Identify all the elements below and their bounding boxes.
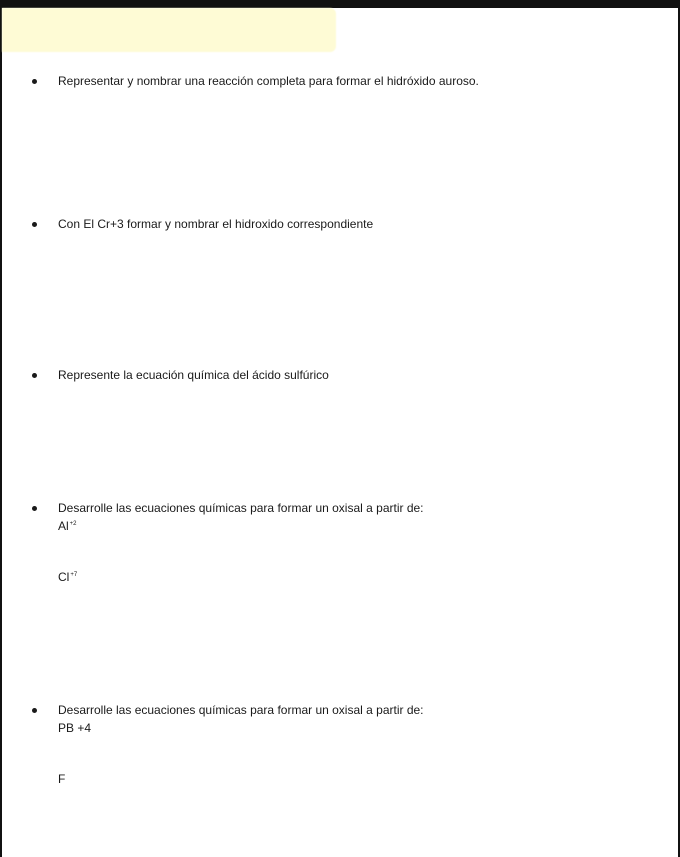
element-symbol: F bbox=[58, 772, 66, 786]
element-charge: +2 bbox=[69, 521, 77, 527]
item-text: Desarrolle las ecuaciones químicas para formar un oxisal a partir de: bbox=[58, 501, 424, 515]
element-symbol: Cl bbox=[58, 570, 70, 584]
bullet-icon bbox=[32, 373, 37, 378]
item-text: Represente la ecuación química del ácido sulfúrico bbox=[58, 368, 329, 382]
bullet-icon bbox=[32, 79, 37, 84]
header-highlight bbox=[2, 8, 336, 52]
element-charge: +7 bbox=[70, 572, 78, 578]
document-page bbox=[2, 8, 678, 857]
element-label bbox=[58, 568, 77, 585]
element-symbol: Al bbox=[58, 519, 69, 533]
bullet-icon bbox=[32, 222, 37, 227]
item-text: Desarrolle las ecuaciones químicas para formar un oxisal a partir de: bbox=[58, 703, 424, 717]
element-label bbox=[58, 772, 65, 787]
bullet-icon bbox=[32, 708, 37, 713]
element-label bbox=[58, 721, 91, 736]
element-symbol: PB +4 bbox=[58, 721, 92, 735]
item-text: Representar y nombrar una reacción completa para formar el hidróxido auroso. bbox=[58, 74, 479, 88]
bullet-icon bbox=[32, 506, 37, 511]
item-text: Con El Cr+3 formar y nombrar el hidroxido correspondiente bbox=[58, 217, 374, 231]
element-label bbox=[58, 517, 77, 534]
